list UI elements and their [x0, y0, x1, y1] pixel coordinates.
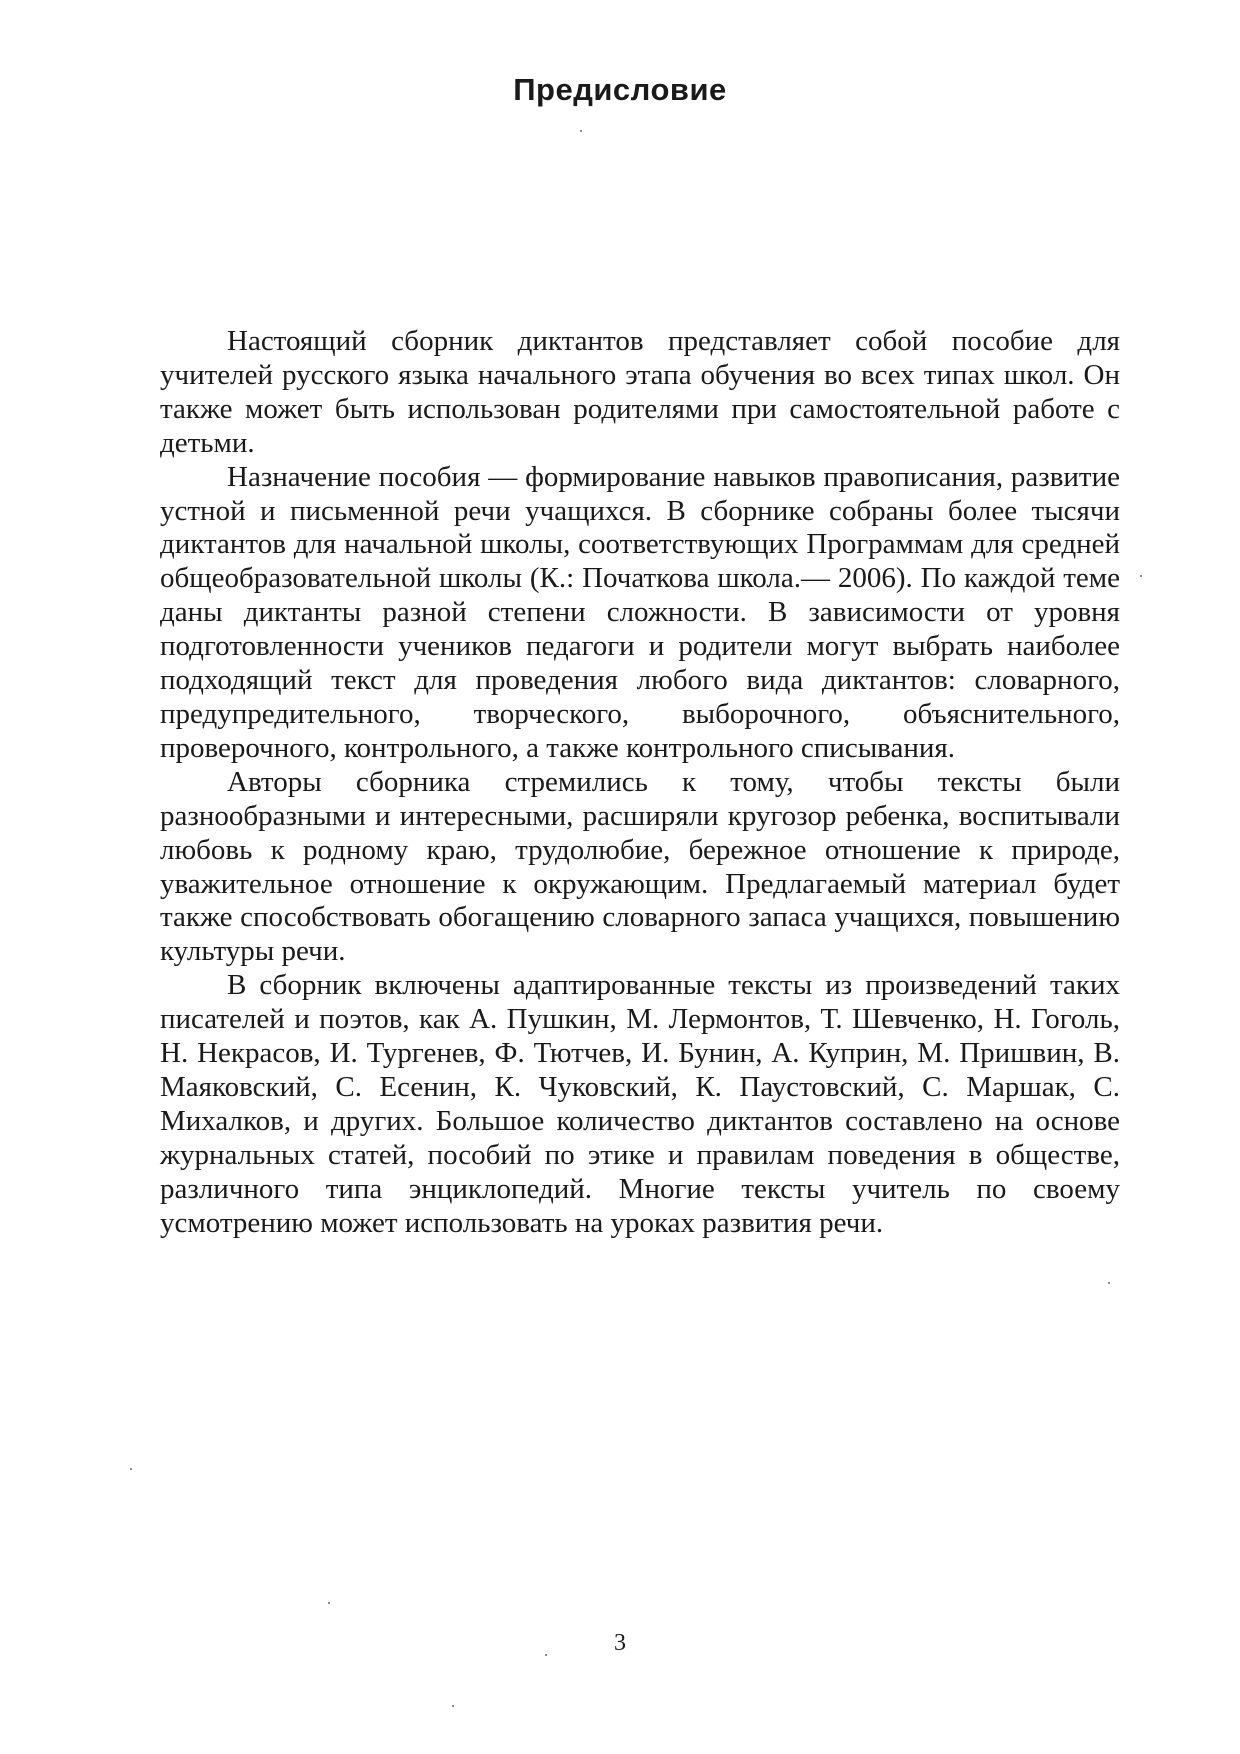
paragraph-2: Назначение пособия — формирование навыков правописания, развитие устной и письменной речи учащихся. В сборнике собраны более тысячи диктантов для начальной школы, соответствующих Программам для средней общеобразовательной школы (К.: Початкова школа.— 2006). По каждой теме даны диктанты разной степени сложности. В зависимости от уровня подготовленности учеников педагоги и родители могут выбрать наиболее подходящий текст для проведения любого вида диктантов: словарного, предупредительного, творческого, выборочного, объяснительного, проверочного, контрольного, а также контрольного списывания.	[160, 460, 1120, 764]
scan-speck	[328, 1602, 330, 1604]
scan-speck	[1140, 575, 1142, 577]
scan-speck	[130, 1468, 132, 1470]
page-number: 3	[614, 1630, 626, 1656]
paragraph-3: Авторы сборника стремились к тому, чтобы тексты были разнообразными и интересными, расширяли кругозор ребенка, воспитывали любовь к родному краю, трудолюбие, бережное отношение к природе, уважительное отношение к окружающим. Предлагаемый материал будет также способствовать обогащению словарного запаса учащихся, повышению культуры речи.	[160, 765, 1120, 968]
scan-speck	[1108, 1282, 1110, 1284]
paragraph-4: В сборник включены адаптированные тексты из произведений таких писателей и поэтов, как А. Пушкин, М. Лермонтов, Т. Шевченко, Н. Гоголь, Н. Некрасов, И. Тургенев, Ф. Тютчев, И. Бунин, А. Куприн, М. Пришвин, В. Маяковский, С. Есенин, К. Чуковский, К. Паустовский, С. Маршак, С. Михалков, и других. Большое количество диктантов составлено на основе журнальных статей, пособий по этике и правилам поведения в обществе, различного типа энциклопедий. Многие тексты учитель по своему усмотрению может использовать на уроках развития речи.	[160, 969, 1120, 1239]
paragraph-1: Настоящий сборник диктантов представляет собой пособие для учителей русского языка начального этапа обучения во всех типах школ. Он также может быть использован родителями при самостоятельной работе с детьми.	[160, 325, 1120, 459]
scan-speck	[580, 130, 582, 132]
preface-body	[160, 325, 1120, 1240]
page-title: Предисловие	[513, 72, 727, 107]
scan-speck	[452, 1705, 454, 1707]
scan-speck	[545, 1654, 547, 1656]
